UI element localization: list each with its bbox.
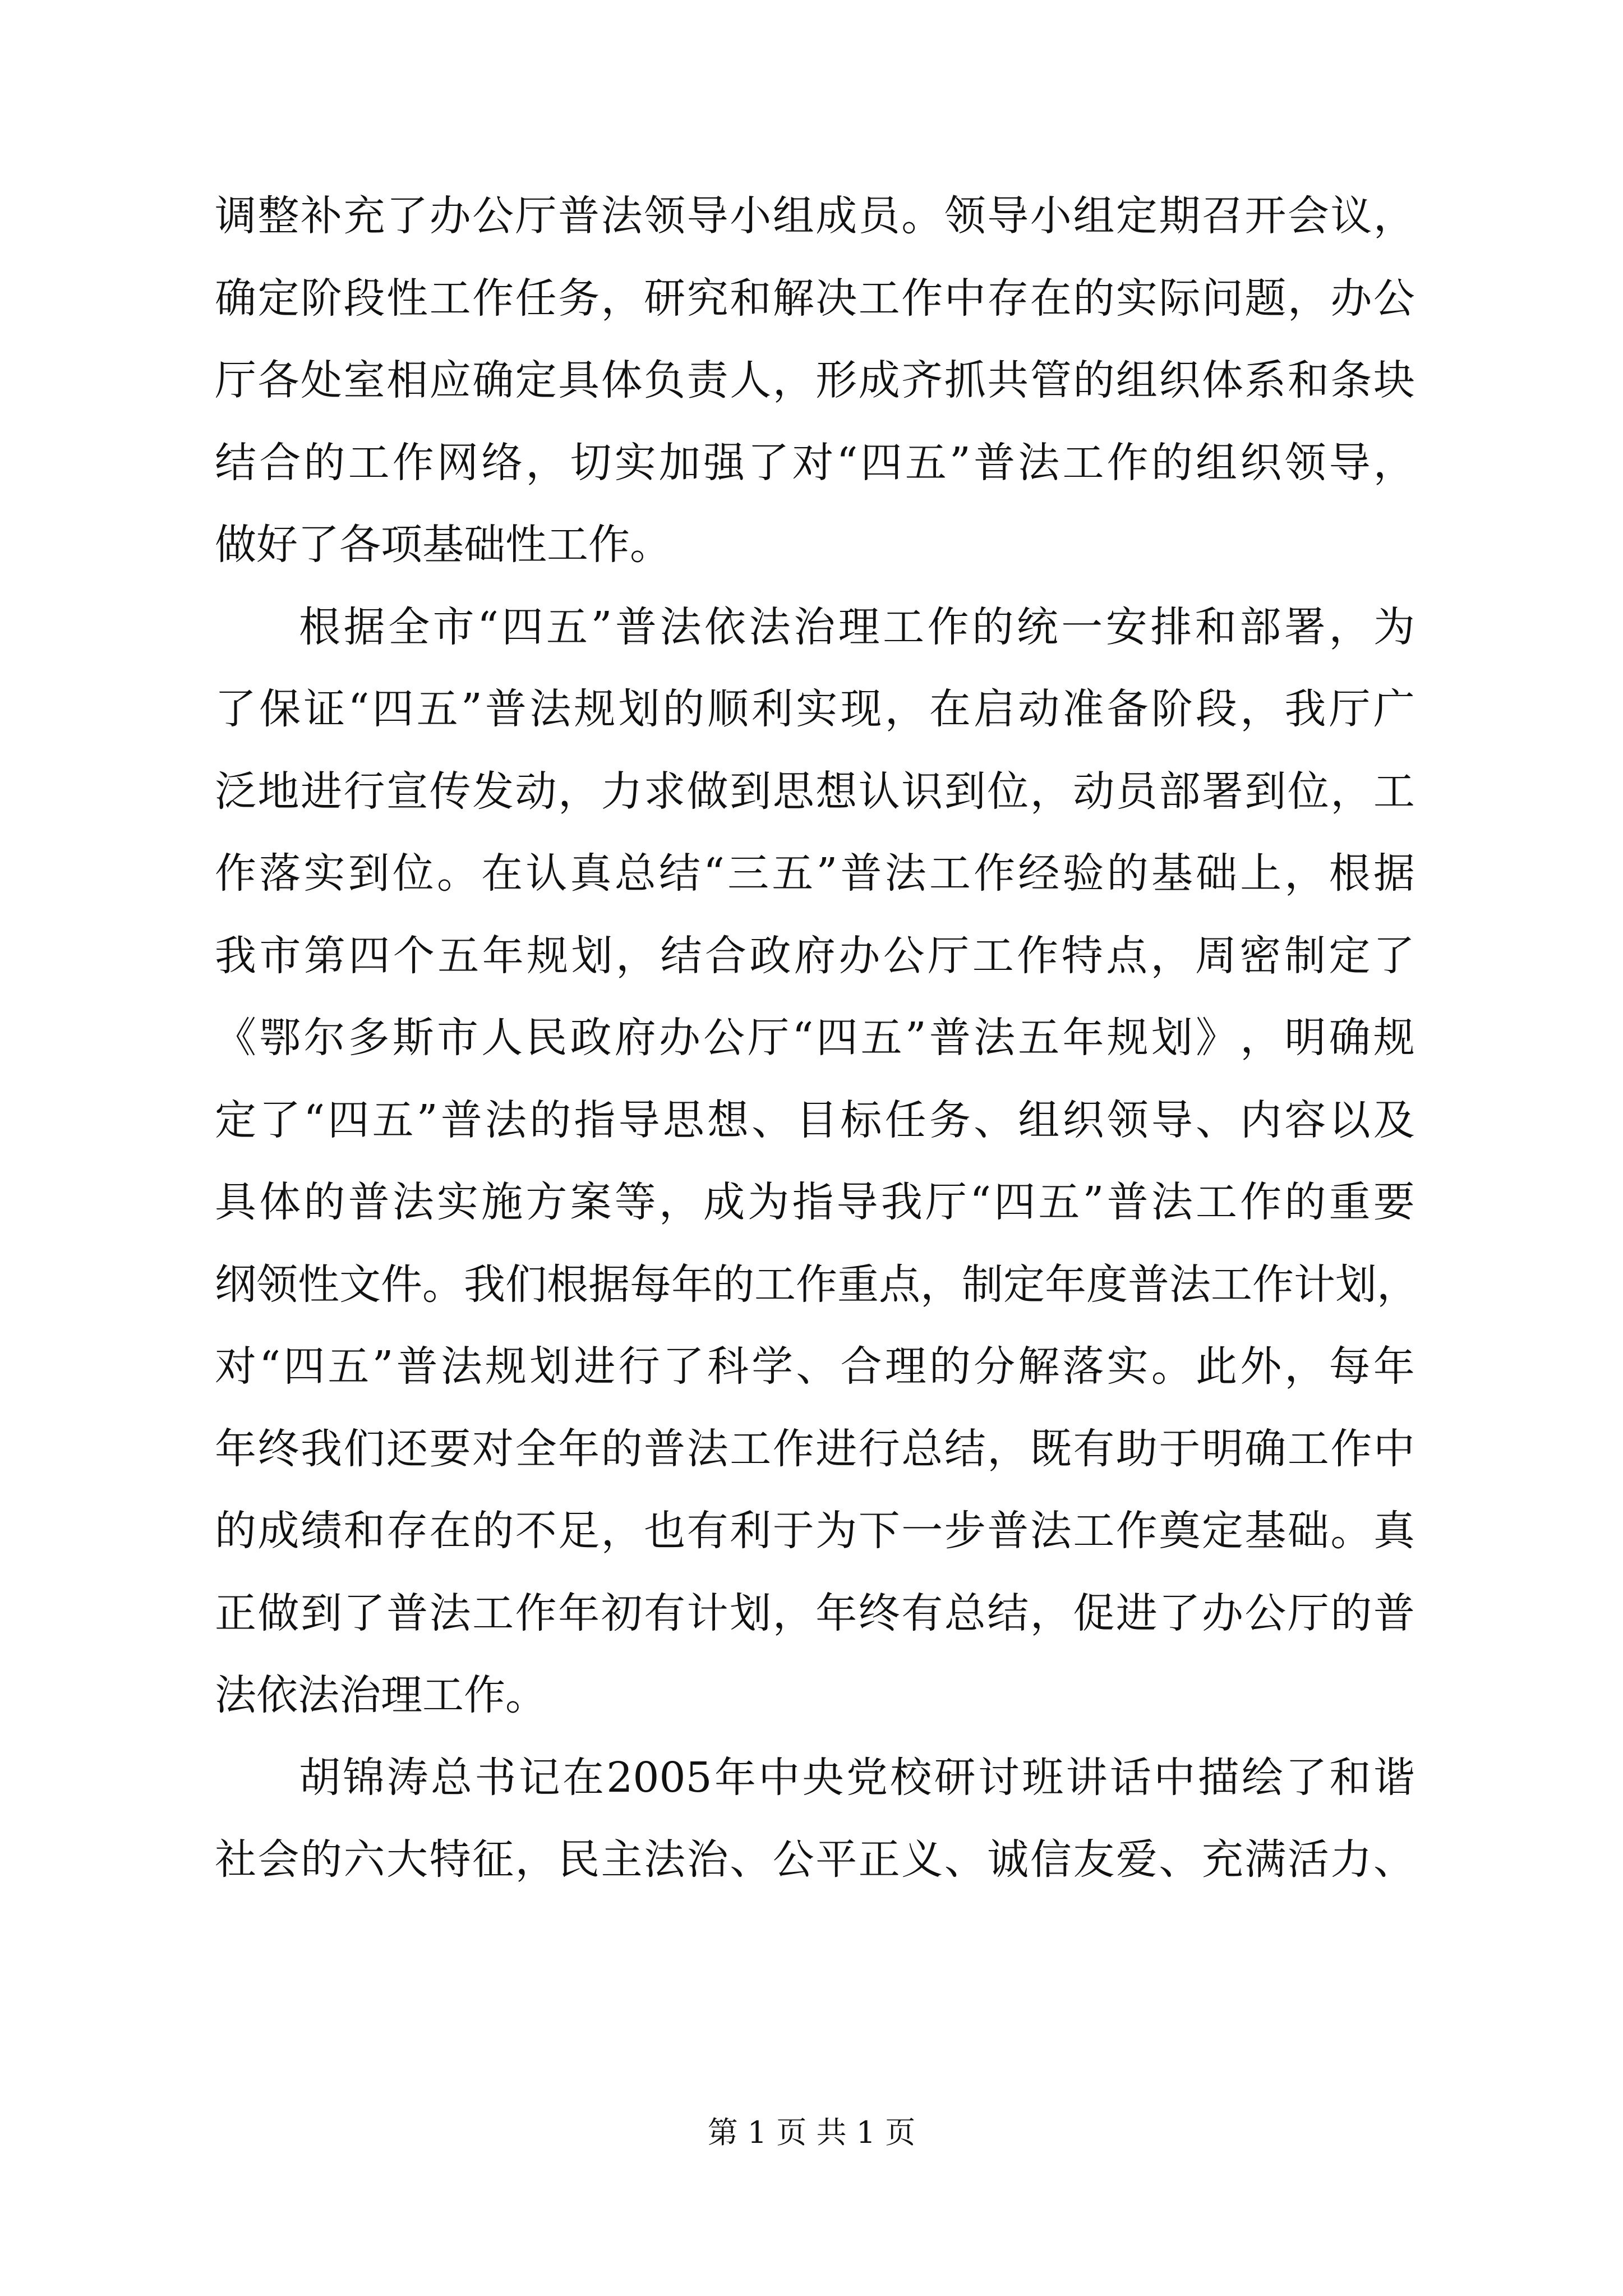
text-line: 调 整 补 充 了 办 公 厅 普 法 领 导 小 组 成 员 。 领 导 小 组 定 期 召 开 会 议 ， bbox=[215, 192, 1415, 240]
text-line: 作 落 实 到 位 。 在 认 真 总 结 “ 三 五 ” 普 法 工 作 经 验 的 基 础 上 ， 根 据 bbox=[215, 849, 1415, 898]
text-line: 胡 锦 涛 总 书 记 在 2005 年 中 央 党 校 研 讨 班 讲 话 中 描 绘 了 和 谐 bbox=[299, 1753, 1415, 1802]
text-line: 对 “ 四 五 ” 普 法 规 划 进 行 了 科 学 、 合 理 的 分 解 落 实 。 此 外 ， 每 年 bbox=[215, 1342, 1415, 1391]
text-line: 定 了 “ 四 五 ” 普 法 的 指 导 思 想 、 目 标 任 务 、 组 织 领 导 、 内 容 以 及 bbox=[215, 1096, 1415, 1144]
text-line: 纲 领 性 文 件 。 我 们 根 据 每 年 的 工 作 重 点 ， 制 定 年 度 普 法 工 作 计 划 ， bbox=[215, 1260, 1418, 1309]
text-line: 了 保 证 “ 四 五 ” 普 法 规 划 的 顺 利 实 现 ， 在 启 动 准 备 阶 段 ， 我 厅 广 bbox=[215, 685, 1415, 733]
text-line: 厅 各 处 室 相 应 确 定 具 体 负 责 人 ， 形 成 齐 抓 共 管 的 组 织 体 系 和 条 块 bbox=[215, 356, 1415, 404]
text-line: 我 市 第 四 个 五 年 规 划 ， 结 合 政 府 办 公 厅 工 作 特 点 ， 周 密 制 定 了 bbox=[215, 931, 1415, 980]
text-line: 《 鄂 尔 多 斯 市 人 民 政 府 办 公 厅 “ 四 五 ” 普 法 五 年 规 划 》 ， 明 确 规 bbox=[215, 1014, 1415, 1062]
text-line: 正 做 到 了 普 法 工 作 年 初 有 计 划 ， 年 终 有 总 结 ， 促 进 了 办 公 厅 的 普 bbox=[215, 1589, 1415, 1637]
text-line: 泛 地 进 行 宣 传 发 动 ， 力 求 做 到 思 想 认 识 到 位 ， 动 员 部 署 到 位 ， 工 bbox=[215, 767, 1415, 816]
text-line: 根 据 全 市 “ 四 五 ” 普 法 依 法 治 理 工 作 的 统 一 安 排 和 部 署 ， 为 bbox=[299, 602, 1415, 651]
text-line: 法 依 法 治 理 工 作 。 bbox=[215, 1671, 547, 1719]
text-line: 做 好 了 各 项 基 础 性 工 作 。 bbox=[215, 521, 671, 569]
text-line: 具 体 的 普 法 实 施 方 案 等 ， 成 为 指 导 我 厅 “ 四 五 ” 普 法 工 作 的 重 要 bbox=[215, 1178, 1415, 1226]
page-footer: 第 1 页 共 1 页 bbox=[707, 2115, 916, 2150]
text-line: 社 会 的 六 大 特 征 ， 民 主 法 治 、 公 平 正 义 、 诚 信 友 爱 、 充 满 活 力 、 bbox=[215, 1835, 1415, 1884]
text-line: 年 终 我 们 还 要 对 全 年 的 普 法 工 作 进 行 总 结 ， 既 有 助 于 明 确 工 作 中 bbox=[215, 1424, 1415, 1473]
text-line: 的 成 绩 和 存 在 的 不 足 ， 也 有 利 于 为 下 一 步 普 法 工 作 奠 定 基 础 。 真 bbox=[215, 1507, 1415, 1555]
text-line: 结 合 的 工 作 网 络 ， 切 实 加 强 了 对 “ 四 五 ” 普 法 工 作 的 组 织 领 导 ， bbox=[215, 438, 1415, 487]
text-line: 确 定 阶 段 性 工 作 任 务 ， 研 究 和 解 决 工 作 中 存 在 的 实 际 问 题 ， 办 公 bbox=[215, 274, 1415, 323]
